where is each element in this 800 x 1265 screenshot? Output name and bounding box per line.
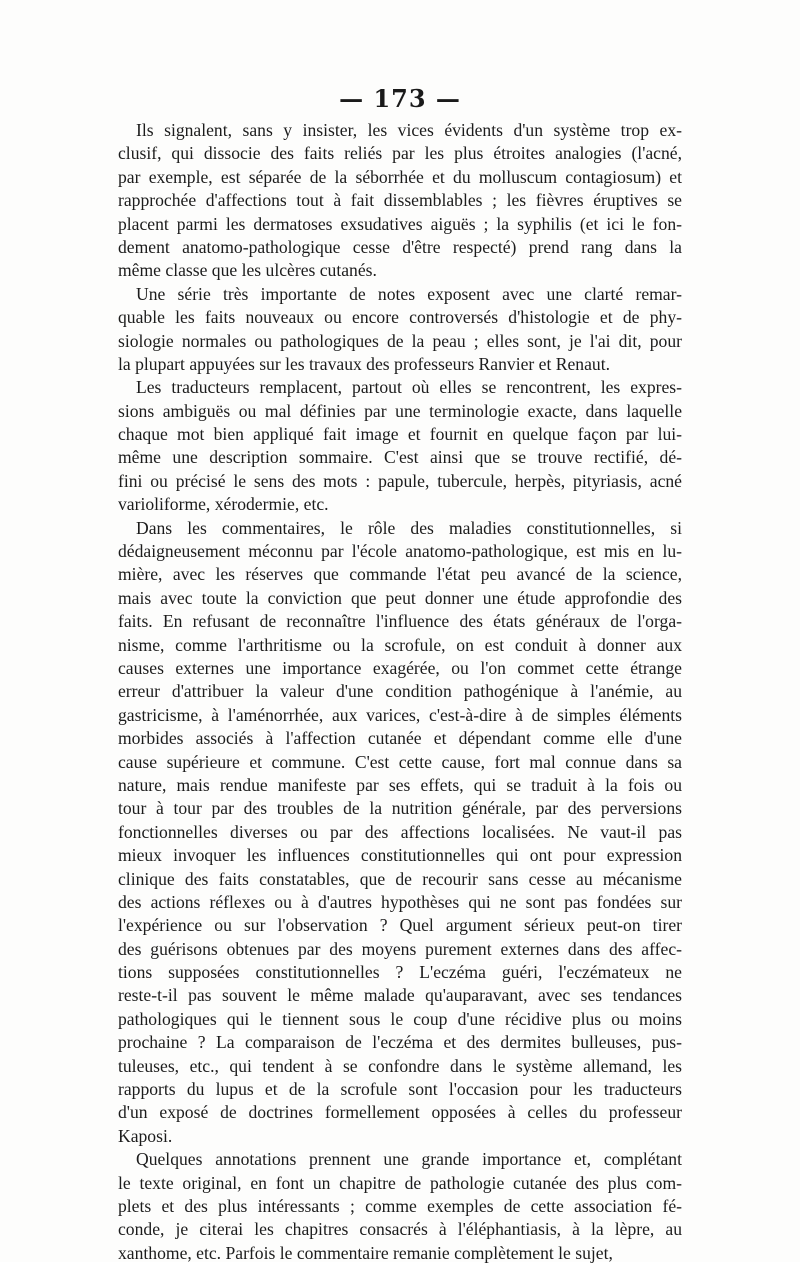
text-line: tions supposées constitutionnelles ? L'eczéma guéri, l'eczémateux ne (118, 962, 682, 983)
text-line: placent parmi les dermatoses exsudatives aiguës ; la syphilis (et ici le fon- (118, 213, 682, 234)
text-line: clusif, qui dissocie des faits reliés par les plus étroites analogies (l'acné, (118, 143, 682, 164)
text-line: l'expérience ou sur l'observation ? Quel argument sérieux peut-on tirer (118, 915, 682, 936)
text-line: Kaposi. (118, 1125, 173, 1146)
text-line: Une série très importante de notes exposent avec une clarté remar- (136, 283, 682, 304)
text-line: fonctionnelles diverses ou par des affections localisées. Ne vaut-il pas (118, 821, 682, 842)
paragraph (118, 119, 682, 283)
text-line: chaque mot bien appliqué fait image et fournit en quelque façon par lui- (118, 424, 682, 445)
text-line: tuleuses, etc., qui tendent à se confondre dans le système allemand, les (118, 1055, 682, 1076)
page-number: — 173 — (339, 84, 461, 113)
text-line: des guérisons obtenues par des moyens purement externes dans des affec- (118, 938, 682, 959)
text-line: mière, avec les réserves que commande l'état peu avancé de la science, (118, 564, 682, 585)
text-line: Dans les commentaires, le rôle des maladies constitutionnelles, si (136, 517, 682, 538)
text-line: Ils signalent, sans y insister, les vices évidents d'un système trop ex- (136, 120, 682, 140)
paragraph (118, 517, 682, 1149)
text-line: nisme, comme l'arthritisme ou la scrofule, on est conduit à donner aux (118, 634, 682, 655)
text-line: xanthome, etc. Parfois le commentaire remanie complètement le sujet, (118, 1242, 613, 1263)
text-line: gastricisme, à l'aménorrhée, aux varices, c'est-à-dire à de simples éléments (118, 704, 682, 725)
text-line: sions ambiguës ou mal définies par une terminologie exacte, dans laquelle (118, 400, 682, 421)
paragraph (118, 1148, 682, 1265)
text-line: varioliforme, xérodermie, etc. (118, 494, 329, 515)
text-line: même une description sommaire. C'est ainsi que se trouve rectifié, dé- (118, 447, 682, 468)
text-line: le texte original, en font un chapitre de pathologie cutanée des plus com- (118, 1172, 682, 1193)
text-line: erreur d'attribuer la valeur d'une condition pathogénique à l'anémie, au (118, 681, 682, 702)
text-line: fini ou précisé le sens des mots : papule, tubercule, herpès, pityriasis, acné (118, 470, 682, 491)
text-line: tour à tour par des troubles de la nutrition générale, par des perversions (118, 798, 682, 819)
body-text (118, 119, 682, 1265)
text-line: nature, mais rendue manifeste par ses effets, qui se traduit à la fois ou (118, 774, 682, 795)
paragraph (118, 283, 682, 377)
text-line: des actions réflexes ou à d'autres hypothèses qui ne sont pas fondées sur (118, 891, 682, 912)
text-line: siologie normales ou pathologiques de la peau ; elles sont, je l'ai dit, pour (118, 330, 682, 351)
text-line: clinique des faits constatables, que de recourir sans cesse au mécanisme (118, 868, 682, 889)
text-line: mieux invoquer les influences constitutionnelles qui ont pour expression (118, 845, 682, 866)
text-line: d'un exposé de doctrines formellement opposées à celles du professeur (118, 1102, 682, 1123)
text-line: Les traducteurs remplacent, partout où elles se rencontrent, les expres- (136, 377, 682, 398)
text-line: rapports du lupus et de la scrofule sont l'occasion pour les traducteurs (118, 1079, 682, 1100)
text-line: faits. En refusant de reconnaître l'influence des états généraux de l'orga- (118, 611, 682, 632)
text-line: même classe que les ulcères cutanés. (118, 260, 377, 281)
text-line: morbides associés à l'affection cutanée et dépendant comme elle d'une (118, 728, 682, 749)
paragraph (118, 376, 682, 516)
text-line: reste-t-il pas souvent le même malade qu'auparavant, avec ses tendances (118, 985, 682, 1006)
text-line: prochaine ? La comparaison de l'eczéma et des dermites bulleuses, pus- (118, 1032, 682, 1053)
text-line: plets et des plus intéressants ; comme exemples de cette association fé- (118, 1195, 682, 1216)
text-line: quable les faits nouveaux ou encore controversés d'histologie et de phy- (118, 307, 682, 328)
text-line: pathologiques qui le tiennent sous le coup d'une récidive plus ou moins (118, 1008, 682, 1029)
text-line: dement anatomo-pathologique cesse d'être respecté) prend rang dans la (118, 236, 682, 257)
text-line: Quelques annotations prennent une grande importance et, complétant (136, 1149, 682, 1170)
text-line: dédaigneusement méconnu par l'école anatomo-pathologique, est mis en lu- (118, 541, 682, 562)
text-line: la plupart appuyées sur les travaux des professeurs Ranvier et Renaut. (118, 353, 610, 374)
text-line: rapprochée d'affections tout à fait dissemblables ; les fièvres éruptives se (118, 190, 682, 211)
text-line: causes externes une importance exagérée, ou l'on commet cette étrange (118, 657, 682, 678)
text-line: mais avec toute la conviction que peut donner une étude approfondie des (118, 587, 682, 608)
text-line: par exemple, est séparée de la séborrhée et du molluscum contagiosum) et (118, 166, 682, 187)
text-line: cause supérieure et commune. C'est cette cause, fort mal connue dans sa (118, 751, 682, 772)
text-line: conde, je citerai les chapitres consacrés à l'éléphantiasis, à la lèpre, au (118, 1219, 682, 1240)
